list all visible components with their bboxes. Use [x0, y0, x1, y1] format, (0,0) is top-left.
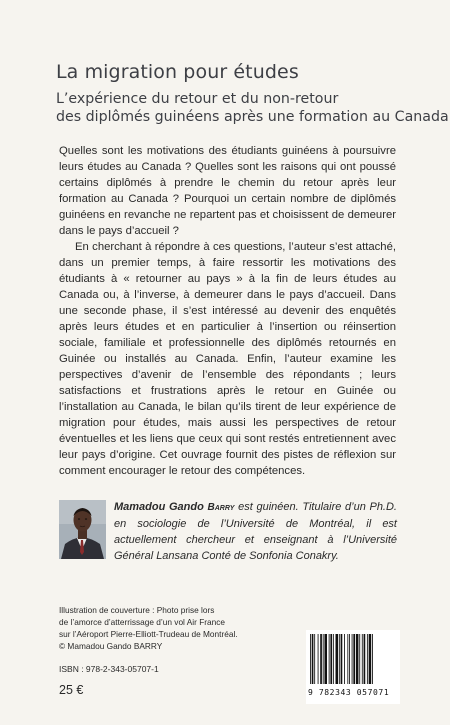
book-title: La migration pour études — [56, 61, 299, 83]
author-first-name: Mamadou Gando — [114, 501, 204, 513]
credit-line: © Mamadou Gando BARRY — [59, 641, 163, 651]
author-name — [114, 501, 234, 513]
author-photo — [59, 500, 106, 559]
credit-line: Illustration de couverture : Photo prise lors — [59, 605, 215, 615]
summary-paragraph: En cherchant à répondre à ces questions, l’auteur s’est attaché, dans un premier temps, à faire ressortir les motivations des étudiants à « retourner au pays » à la fin de leurs études au Canada ou, à l’inverse, à demeurer dans le pays d’accueil. Dans une seconde phase, il s’est intéressé au devenir des enquêtés après leurs études et en particulier à l’insertion ou réinsertion sociale, familiale et professionnelle des diplômés retournés en Guinée ou installés au Canada. Enfin, l’auteur examine les perspectives d’avenir de l’ensemble des répondants ; leurs satisfactions et frustrations après le retour en Guinée ou l’installation au Canada, le bilan qu’ils tirent de leur expérience de migration pour études, mais aussi les perspectives de retour éventuelles et les liens que ceux qui sont restés entretiennent avec leur pays d’origine. Cet ouvrage fournit des pistes de réflexion sur comment encourager le retour des compétences. — [59, 241, 396, 477]
author-portrait-image — [59, 500, 106, 559]
credit-line: sur l’Aéroport Pierre-Elliott-Trudeau de Montréal. — [59, 629, 238, 639]
subtitle-line: des diplômés guinéens après une formation au Canada — [56, 109, 449, 125]
book-subtitle — [56, 90, 449, 126]
subtitle-line: L’expérience du retour et du non-retour — [56, 91, 339, 107]
author-last-name: Barry — [207, 502, 235, 513]
isbn: ISBN : 978-2-343-05707-1 — [59, 664, 159, 674]
barcode-bars — [306, 630, 400, 686]
author-bio-text: est guinéen. Titulaire d’un Ph.D. en sociologie de l’Université de Montréal, il est actuellement chercheur et enseignant à l’Université Général Lansana Conté de Sonfonia Conakry. — [114, 501, 397, 562]
price: 25 € — [59, 683, 84, 697]
cover-credits — [59, 604, 309, 652]
barcode-number: 9 782343 057071 — [308, 688, 390, 697]
author-bio — [114, 499, 397, 564]
summary-paragraph: Quelles sont les motivations des étudiants guinéens à poursuivre leurs études au Canada ? Quelles sont les raisons qui ont poussé certains diplômés à prendre le chemin du retour après leur formation au Canada ? Pourquoi un certain nombre de diplômés guinéens en revanche ne repartent pas et choisissent de demeurer dans le pays d’accueil ? — [59, 145, 396, 237]
credit-line: de l’amorce d’atterrissage d’un vol Air France — [59, 617, 226, 627]
back-cover-summary — [59, 143, 396, 479]
